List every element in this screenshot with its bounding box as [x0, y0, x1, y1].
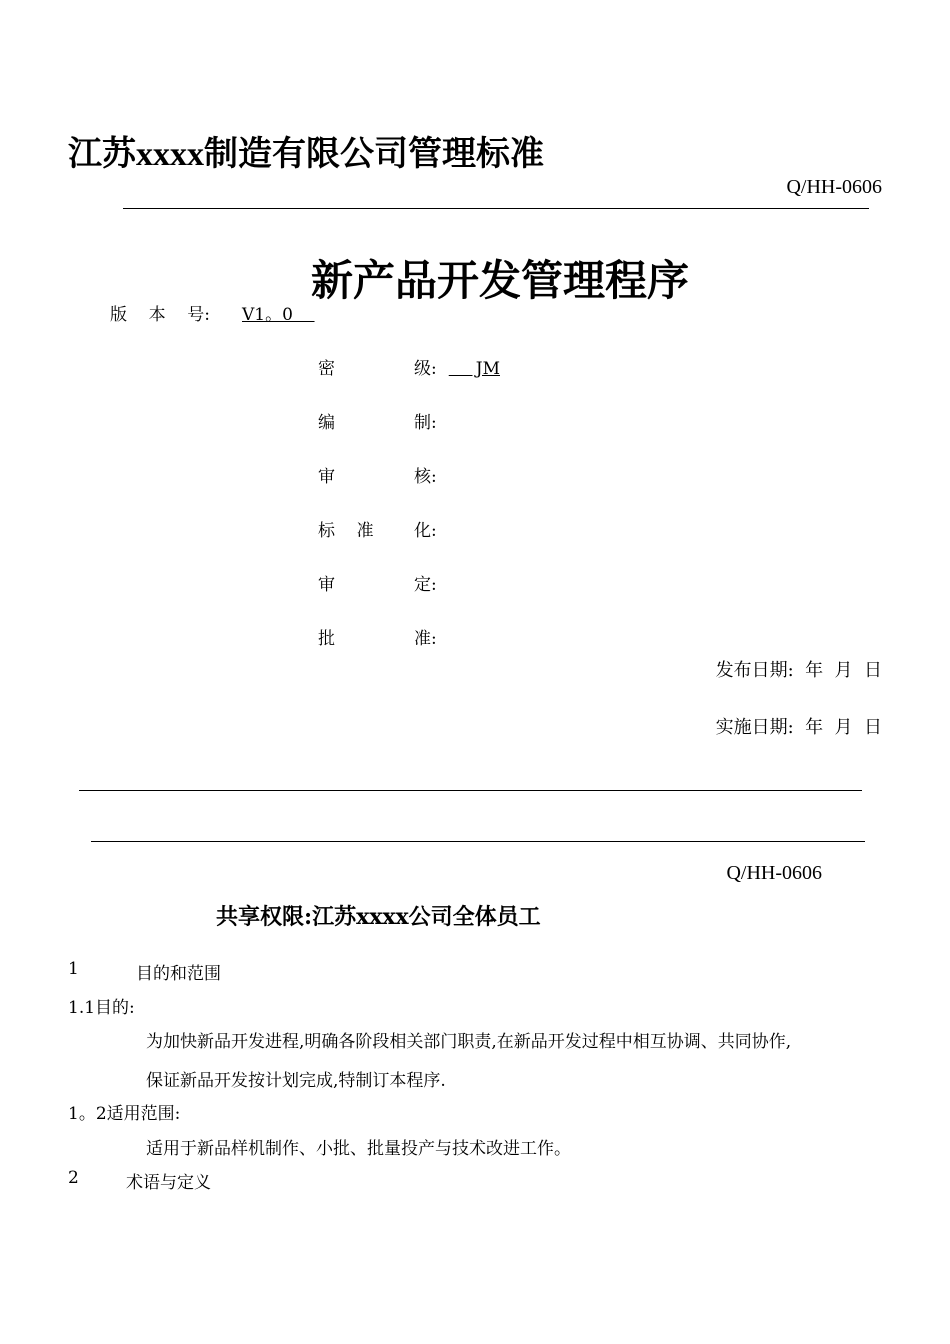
classification-field — [318, 354, 500, 379]
share-scope: 共享权限:江苏xxxx公司全体员工 — [216, 904, 541, 930]
version-value: V1。0 — [242, 305, 315, 325]
page-divider — [91, 841, 865, 842]
prepared-by-label-b: 制: — [414, 413, 437, 433]
prepared-by-label-a: 编 — [318, 413, 335, 433]
section-1-1-paragraph-line-1: 为加快新品开发进程,明确各阶段相关部门职责,在新品开发过程中相互协调、共同协作, — [146, 1032, 792, 1052]
approved-by-field — [318, 624, 437, 649]
version-label: 版 本 号: — [110, 305, 210, 325]
verified-by-field — [318, 570, 437, 595]
section-1-2-label: 1。2适用范围: — [68, 1104, 181, 1124]
verified-by-label-b: 定: — [414, 575, 437, 595]
effective-date: 实施日期: 年 月 日 — [715, 717, 882, 738]
standardization-label-b: 化: — [414, 521, 437, 541]
verified-by-label-a: 审 — [318, 575, 335, 595]
standardization-field — [318, 516, 437, 541]
classification-value: JM — [448, 359, 500, 379]
section-1-1-paragraph-line-2: 保证新品开发按计划完成,特制订本程序. — [146, 1071, 446, 1091]
reviewed-by-field — [318, 462, 437, 487]
publish-date: 发布日期: 年 月 日 — [715, 660, 882, 681]
header-divider — [123, 208, 869, 209]
section-1-2-paragraph: 适用于新品样机制作、小批、批量投产与技术改进工作。 — [146, 1139, 571, 1159]
section-1-title: 目的和范围 — [136, 964, 221, 984]
section-1-number: 1 — [68, 959, 79, 979]
classification-label-a: 密 — [318, 359, 335, 379]
footer-divider — [79, 790, 862, 791]
version-field — [110, 300, 315, 325]
doc-code: Q/HH-0606 — [786, 176, 882, 198]
page2-doc-code: Q/HH-0606 — [726, 862, 822, 884]
prepared-by-field — [318, 408, 437, 433]
company-title: 江苏xxxx制造有限公司管理标准 — [68, 136, 544, 173]
approved-by-label-a: 批 — [318, 629, 335, 649]
reviewed-by-label-b: 核: — [414, 467, 437, 487]
section-2-number: 2 — [68, 1168, 79, 1188]
section-2-title: 术语与定义 — [126, 1173, 211, 1193]
classification-label-b: 级: — [414, 359, 437, 379]
approved-by-label-b: 准: — [414, 629, 437, 649]
reviewed-by-label-a: 审 — [318, 467, 335, 487]
standardization-label-a: 标 准 — [318, 521, 374, 541]
document-title: 新产品开发管理程序 — [310, 259, 689, 305]
section-1-1-label: 1.1目的: — [68, 998, 135, 1018]
